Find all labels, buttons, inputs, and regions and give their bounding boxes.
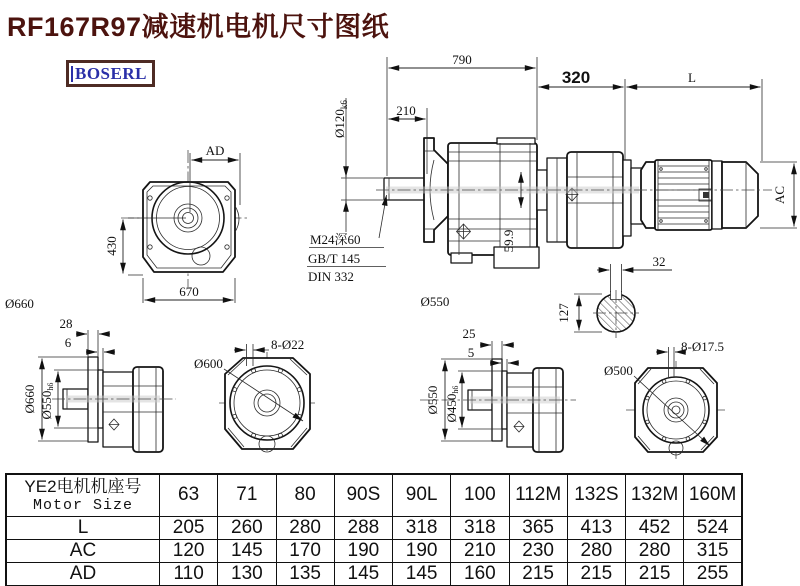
- cell: 145: [334, 562, 392, 586]
- table-row-L: [6, 516, 742, 539]
- dim-dia-550h6: Ø550: [39, 390, 54, 420]
- dim-5: 5: [467, 345, 475, 360]
- dim-dia-550: Ø550: [425, 385, 440, 415]
- svg-text:Ø120k6: [332, 100, 349, 138]
- cell: 215: [567, 562, 625, 586]
- dim-790: 790: [452, 52, 472, 67]
- note-std-gbt: GB/T 145: [308, 251, 361, 266]
- cell: 145: [393, 562, 451, 586]
- header-cn: YE2电机机座号: [24, 476, 142, 496]
- cell: 452: [626, 516, 684, 539]
- dim-320: 320: [561, 68, 591, 87]
- col-90S: 90S: [334, 474, 392, 516]
- table-header-caption: [6, 474, 160, 516]
- cell: 215: [626, 562, 684, 586]
- col-80: 80: [276, 474, 334, 516]
- dim-dia-450h6: Ø450: [444, 393, 459, 423]
- header-en: Motor Size: [32, 496, 133, 514]
- cell: 255: [684, 562, 742, 586]
- cell: 110: [160, 562, 218, 586]
- cell: 215: [509, 562, 567, 586]
- note-std-din: DIN 332: [308, 269, 354, 284]
- table-row-AD: [6, 562, 742, 586]
- cell: 280: [626, 539, 684, 562]
- col-90L: 90L: [393, 474, 451, 516]
- page-title: RF167R97减速机电机尺寸图纸: [7, 12, 390, 42]
- cell: 120: [160, 539, 218, 562]
- row-label-L: L: [6, 516, 160, 539]
- col-132M: 132M: [626, 474, 684, 516]
- col-160M: 160M: [684, 474, 742, 516]
- cell: 288: [334, 516, 392, 539]
- dim-25: 25: [462, 326, 476, 341]
- cell: 135: [276, 562, 334, 586]
- shaft-section-view: [556, 254, 672, 338]
- dim-holes-8x22: 8-Ø22: [271, 337, 305, 352]
- cell: 170: [276, 539, 334, 562]
- cell: 145: [218, 539, 276, 562]
- col-100: 100: [451, 474, 509, 516]
- cell: 280: [276, 516, 334, 539]
- dim-127: 127: [556, 303, 571, 323]
- dim-dia-450h6-tol: h6: [451, 385, 460, 394]
- col-132S: 132S: [567, 474, 625, 516]
- dim-shaft-tol: k6: [339, 100, 349, 110]
- dim-430: 430: [104, 236, 119, 256]
- cell: 260: [218, 516, 276, 539]
- cell: 205: [160, 516, 218, 539]
- col-63: 63: [160, 474, 218, 516]
- dim-ad: AD: [205, 143, 225, 158]
- cell: 210: [451, 539, 509, 562]
- note-thread: M24深60: [310, 232, 361, 247]
- table-row-AC: [6, 539, 742, 562]
- table-header-row: [6, 474, 742, 516]
- cell: 318: [393, 516, 451, 539]
- cell: 365: [509, 516, 567, 539]
- cell: 190: [393, 539, 451, 562]
- cell: 130: [218, 562, 276, 586]
- label-660: Ø660: [5, 296, 34, 311]
- dim-dia-600: Ø600: [194, 356, 223, 371]
- dim-6: 6: [64, 335, 72, 350]
- dim-28: 28: [59, 316, 73, 331]
- svg-text:Ø450h6: [444, 386, 460, 423]
- dim-210: 210: [396, 103, 416, 118]
- dim-ac-motor: AC: [772, 185, 787, 205]
- label-550: Ø550: [420, 294, 450, 309]
- cell: 190: [334, 539, 392, 562]
- flange-view-600: [194, 337, 315, 454]
- logo-text: BOSERL: [75, 63, 147, 83]
- cell: 280: [567, 539, 625, 562]
- row-label-AD: AD: [6, 562, 160, 586]
- dim-dia-500: Ø500: [604, 363, 633, 378]
- col-112M: 112M: [509, 474, 567, 516]
- cell: 315: [684, 539, 742, 562]
- cell: 524: [684, 516, 742, 539]
- terminal-box-icon: [703, 192, 709, 198]
- cell: 413: [567, 516, 625, 539]
- col-71: 71: [218, 474, 276, 516]
- cell: 160: [451, 562, 509, 586]
- row-label-AC: AC: [6, 539, 160, 562]
- svg-text:Ø550h6: [39, 383, 55, 420]
- cell: 318: [451, 516, 509, 539]
- side-view-small: [420, 326, 576, 452]
- side-view-large: [5, 296, 176, 452]
- dim-dia-660: Ø660: [22, 384, 37, 414]
- main-side-view: [307, 52, 797, 309]
- dim-59-9: 59.9: [501, 229, 516, 253]
- front-view: [104, 143, 249, 303]
- dim-32: 32: [652, 254, 666, 269]
- cell: 230: [509, 539, 567, 562]
- motor-size-table: [5, 473, 743, 586]
- dim-shaft-dia: Ø120: [332, 109, 347, 138]
- dim-670: 670: [179, 284, 199, 299]
- dim-holes-8x17-5: 8-Ø17.5: [681, 339, 724, 354]
- dim-motor-L: L: [688, 70, 696, 85]
- flange-view-500: [604, 339, 727, 459]
- dim-dia-550h6-tol: h6: [46, 382, 55, 391]
